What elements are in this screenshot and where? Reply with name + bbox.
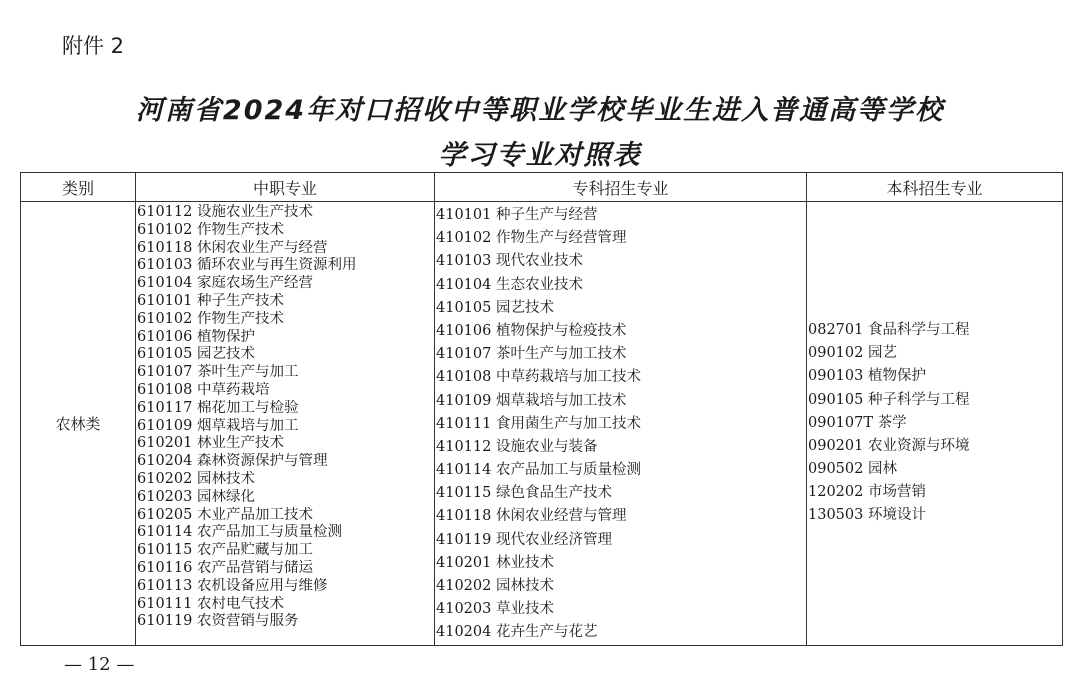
college-major-item: 410109 烟草栽培与加工技术: [436, 392, 627, 409]
bachelor-majors-cell: [807, 202, 1063, 646]
college-major-item: 410201 林业技术: [436, 554, 554, 571]
secondary-major-item: 610115 农产品贮藏与加工: [137, 542, 313, 559]
secondary-major-item: 610203 园林绿化: [137, 488, 255, 505]
college-major-item: 410101 种子生产与经营: [436, 207, 598, 223]
college-major-item: 410203 草业技术: [436, 601, 554, 618]
college-major-item: 410118 休闲农业经营与管理: [436, 508, 627, 525]
page-number: — 12 —: [64, 654, 135, 675]
header-category: 类别: [21, 173, 136, 202]
category-cell: 农林类: [21, 202, 136, 646]
secondary-major-item: 610109 烟草栽培与加工: [137, 417, 299, 434]
major-mapping-table: [20, 172, 1063, 646]
secondary-major-item: 610119 农资营销与服务: [137, 613, 299, 630]
secondary-major-item: 610102 作物生产技术: [137, 221, 284, 238]
document-title: 河南省2024年对口招收中等职业学校毕业生进入普通高等学校: [135, 95, 945, 126]
college-major-item: 410102 作物生产与经营管理: [436, 230, 627, 247]
secondary-major-item: 610202 园林技术: [137, 470, 255, 487]
college-major-item: 410115 绿色食品生产技术: [436, 485, 612, 502]
table-row: [21, 202, 1063, 646]
secondary-major-item: 610111 农村电气技术: [137, 595, 284, 612]
college-major-item: 410202 园林技术: [436, 578, 554, 594]
secondary-major-item: 610107 茶叶生产与加工: [137, 364, 299, 381]
secondary-majors-cell: [136, 202, 435, 646]
attachment-label: 附件 2: [62, 34, 125, 58]
secondary-major-item: 610102 作物生产技术: [137, 310, 284, 327]
bachelor-major-item: 082701 食品科学与工程: [808, 321, 970, 338]
bachelor-major-item: 130503 环境设计: [808, 507, 926, 524]
college-major-item: 410106 植物保护与检疫技术: [436, 322, 627, 339]
secondary-major-item: 610103 循环农业与再生资源利用: [137, 257, 357, 274]
secondary-major-item: 610108 中草药栽培: [137, 381, 270, 398]
secondary-major-item: 610118 休闲农业生产与经营: [137, 239, 328, 256]
college-majors-cell: [435, 202, 807, 646]
college-major-item: 410111 食用菌生产与加工技术: [436, 415, 641, 432]
header-secondary-majors: 中职专业: [136, 173, 435, 202]
college-major-item: 410119 现代农业经济管理: [436, 531, 612, 548]
college-major-item: 410107 茶叶生产与加工技术: [436, 346, 627, 363]
header-college-majors: 专科招生专业: [435, 173, 807, 202]
secondary-major-item: 610204 森林资源保护与管理: [137, 453, 328, 470]
secondary-major-item: 610201 林业生产技术: [137, 435, 284, 452]
secondary-major-item: 610106 植物保护: [137, 328, 255, 345]
document-subtitle: 学习专业对照表: [438, 140, 642, 171]
bachelor-major-item: 090502 园林: [808, 461, 897, 478]
bachelor-major-item: 120202 市场营销: [808, 484, 926, 501]
bachelor-major-item: 090102 园艺: [808, 345, 897, 362]
secondary-major-item: 610112 设施农业生产技术: [137, 204, 313, 220]
college-major-item: 410103 现代农业技术: [436, 253, 583, 270]
college-major-item: 410108 中草药栽培与加工技术: [436, 369, 641, 386]
college-major-item: 410112 设施农业与装备: [436, 438, 598, 455]
bachelor-major-item: 090201 农业资源与环境: [808, 437, 970, 454]
secondary-major-item: 610105 园艺技术: [137, 346, 255, 363]
table-header-row: [21, 173, 1063, 202]
secondary-major-item: 610116 农产品营销与储运: [137, 559, 313, 576]
secondary-major-item: 610113 农机设备应用与维修: [137, 577, 328, 594]
college-major-item: 410105 园艺技术: [436, 299, 554, 316]
secondary-major-item: 610104 家庭农场生产经营: [137, 275, 313, 292]
secondary-major-item: 610117 棉花加工与检验: [137, 399, 299, 416]
secondary-major-item: 610114 农产品加工与质量检测: [137, 524, 342, 541]
college-major-item: 410114 农产品加工与质量检测: [436, 462, 641, 479]
bachelor-major-item: 090107T 茶学: [808, 414, 907, 431]
bachelor-major-item: 090105 种子科学与工程: [808, 391, 970, 408]
bachelor-major-item: 090103 植物保护: [808, 368, 926, 385]
secondary-major-item: 610101 种子生产技术: [137, 292, 284, 309]
college-major-item: 410204 花卉生产与花艺: [436, 624, 598, 641]
secondary-major-item: 610205 木业产品加工技术: [137, 506, 313, 523]
header-bachelor-majors: 本科招生专业: [807, 173, 1063, 202]
college-major-item: 410104 生态农业技术: [436, 276, 583, 293]
